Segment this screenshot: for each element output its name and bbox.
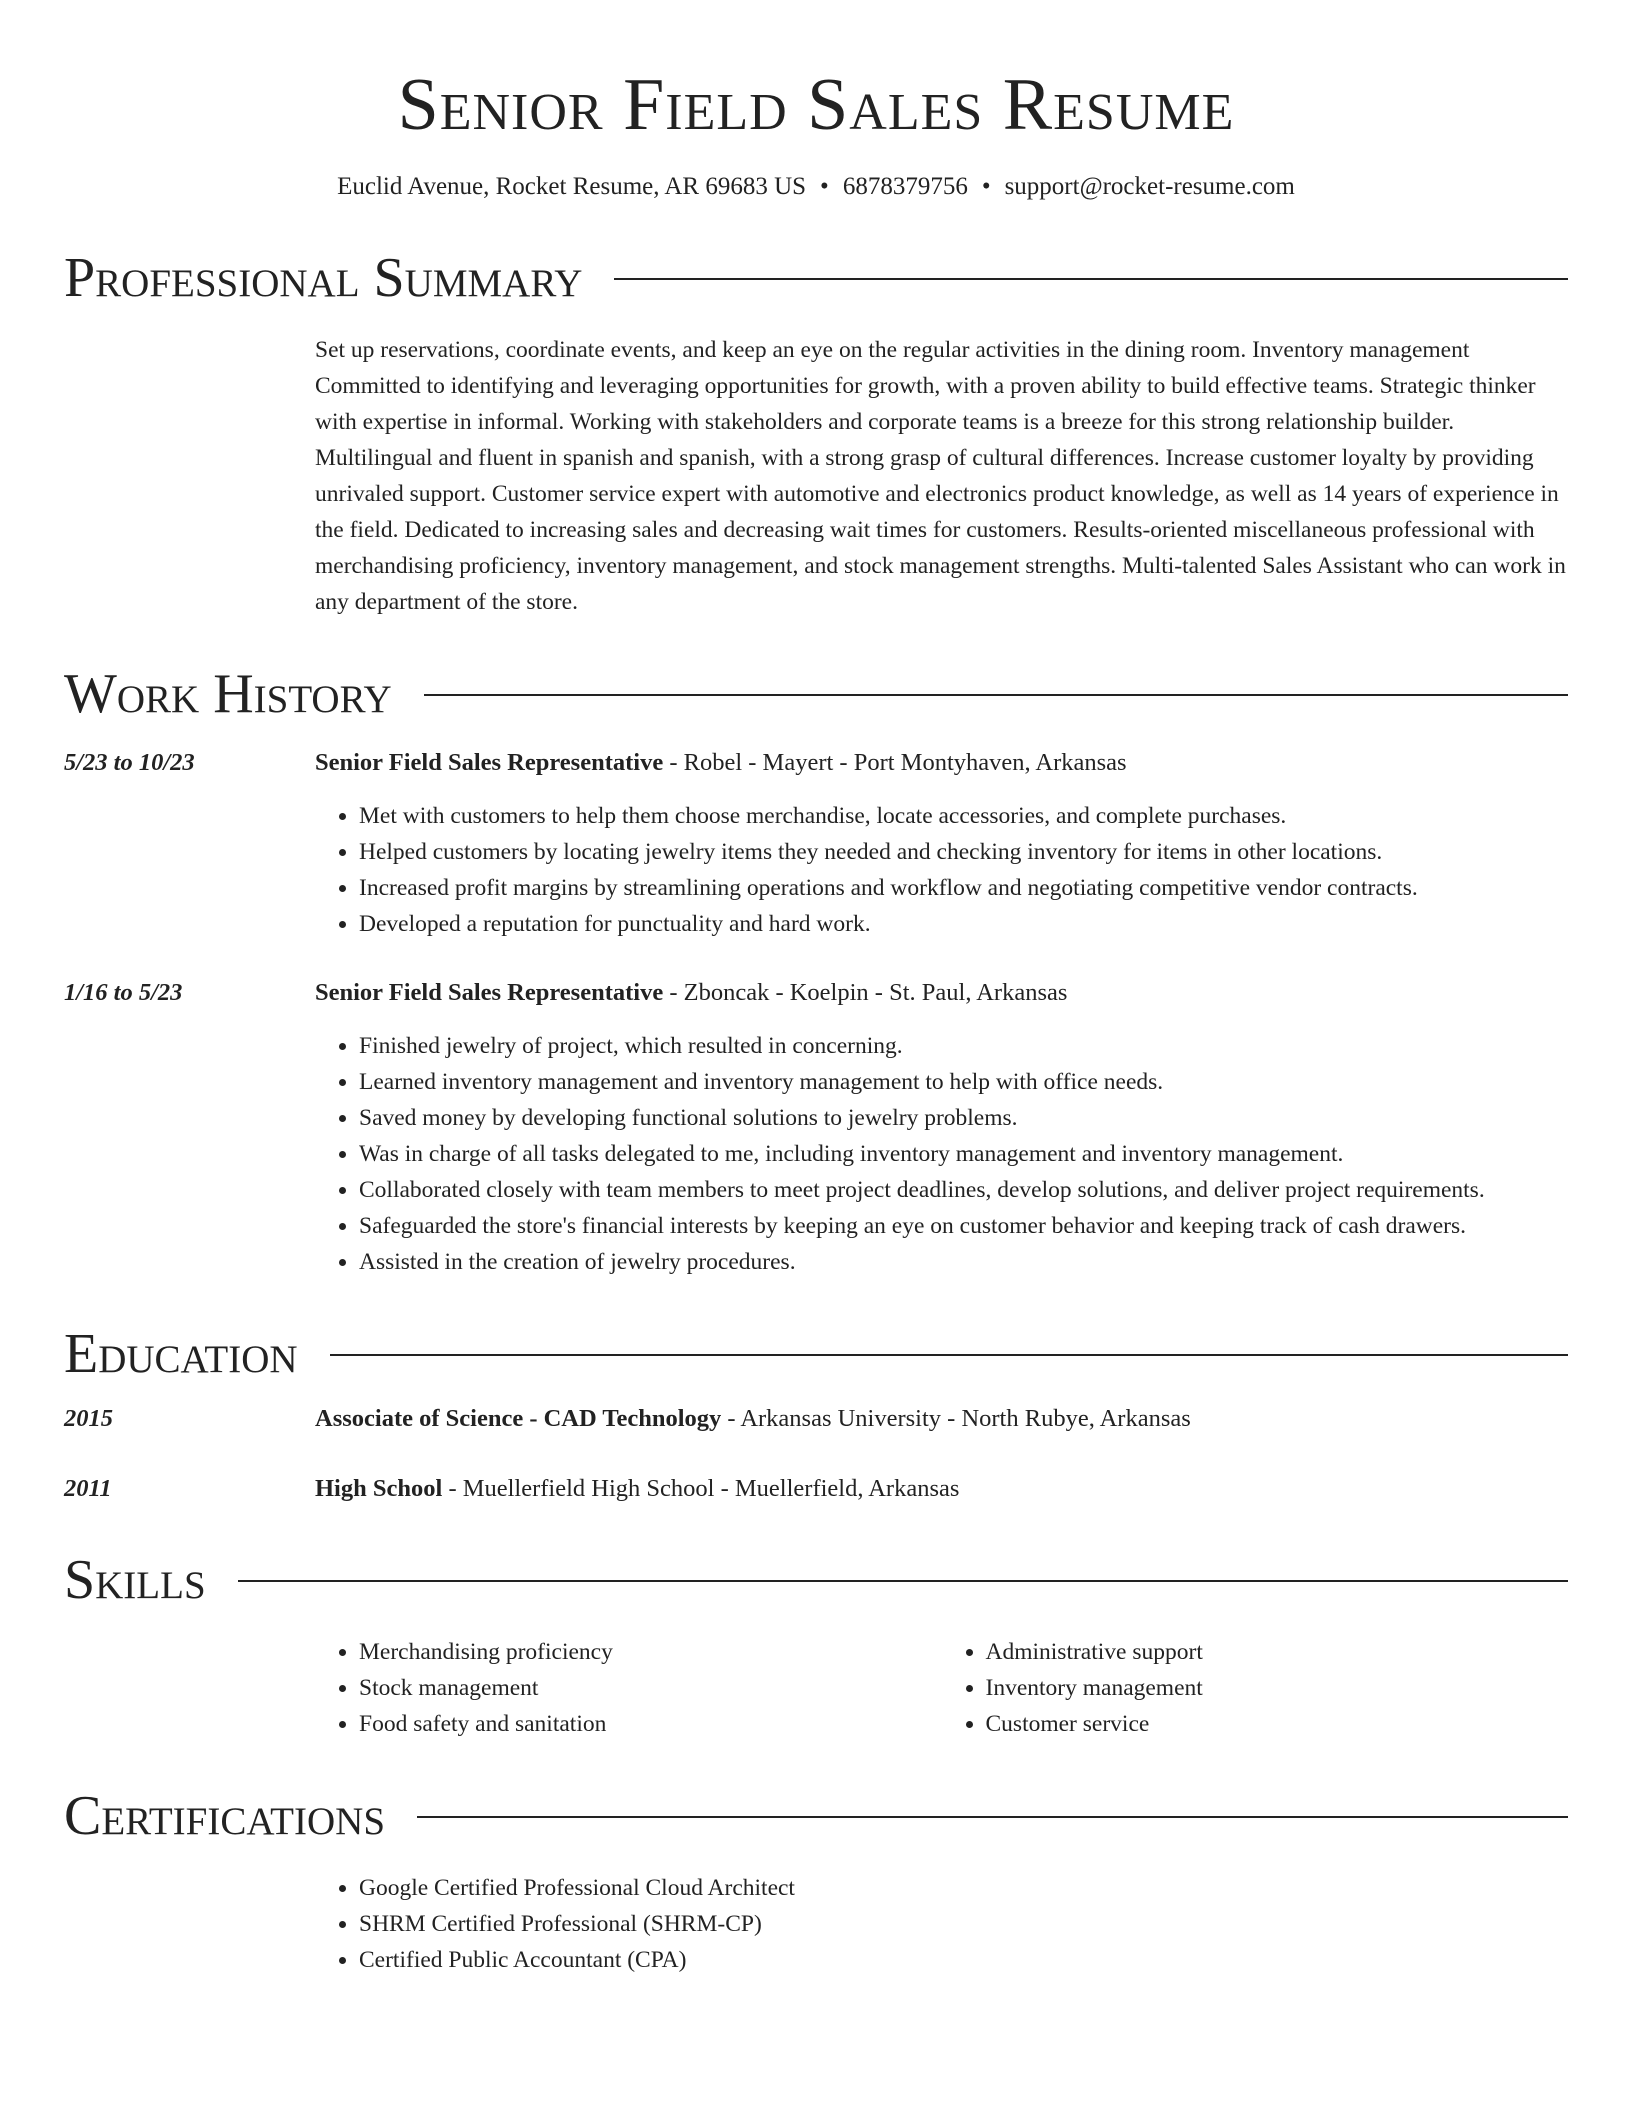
- job-title: Senior Field Sales Representative: [315, 979, 664, 1006]
- job-content: [315, 746, 1568, 942]
- job-details: - Zboncak - Koelpin - St. Paul, Arkansas: [663, 979, 1068, 1006]
- list-item: • Increased profit margins by streamlining operations and workflow and negotiating competitive vendor contracts.: [359, 870, 1568, 906]
- summary-text: Set up reservations, coordinate events, and keep an eye on the regular activities in the dining room. Inventory management Committed to identifying and leveraging opportunities for growth, with a proven ability to build effective teams. Strategic thinker with expertise in informal. Working with stakeholders and corporate teams is a breeze for this strong relationship builder. Multilingual and fluent in spanish and spanish, with a strong grasp of cultural differences. Increase customer loyalty by providing unrivaled support. Customer service expert with automotive and electronics product knowledge, as well as 14 years of experience in the field. Dedicated to increasing sales and decreasing wait times for customers. Results-oriented miscellaneous professional with merchandising proficiency, inventory management, and stock management strengths. Multi-talented Sales Assistant who can work in any department of the store.: [315, 337, 1566, 615]
- education-year: 2011: [64, 1475, 112, 1502]
- job-title-line: [315, 746, 1568, 780]
- skills-right-column: [942, 1634, 1569, 1742]
- list-item: • Customer service: [986, 1706, 1569, 1742]
- list-item: • Helped customers by locating jewelry items they needed and checking inventory for items in other locations.: [359, 834, 1568, 870]
- list-item: • Learned inventory management and inventory management to help with office needs.: [359, 1064, 1568, 1100]
- section-divider: [614, 278, 1568, 280]
- education-heading: Education: [64, 1323, 298, 1385]
- certifications-list: [315, 1870, 1568, 1978]
- job-entry: [64, 746, 1568, 942]
- work-heading: Work History: [64, 663, 392, 725]
- section-divider: [330, 1354, 1568, 1356]
- education-section-header: [64, 1324, 1568, 1384]
- list-item: • Finished jewelry of project, which resulted in concerning.: [359, 1028, 1568, 1064]
- education-details: - Muellerfield High School - Muellerfield, Arkansas: [442, 1475, 960, 1502]
- section-divider: [424, 694, 1568, 696]
- contact-line: [64, 170, 1568, 204]
- education-year: 2015: [64, 1405, 113, 1432]
- list-item: • Google Certified Professional Cloud Architect: [359, 1870, 1568, 1906]
- job-title: Senior Field Sales Representative: [315, 749, 664, 776]
- certifications-section-header: [64, 1786, 1568, 1846]
- job-content: [315, 976, 1568, 1280]
- job-dates: 1/16 to 5/23: [64, 979, 183, 1006]
- job-dates: 5/23 to 10/23: [64, 749, 195, 776]
- education-entry: [64, 1402, 1568, 1436]
- education-degree: Associate of Science - CAD Technology: [315, 1405, 722, 1432]
- contact-separator: •: [981, 173, 991, 200]
- certifications-bullets: [315, 1870, 1568, 1978]
- education-list: [64, 1402, 1568, 1506]
- list-item: • Saved money by developing functional solutions to jewelry problems.: [359, 1100, 1568, 1136]
- job-details: - Robel - Mayert - Port Montyhaven, Arkansas: [663, 749, 1127, 776]
- list-item: • Developed a reputation for punctuality and hard work.: [359, 906, 1568, 942]
- list-item: • Food safety and sanitation: [359, 1706, 942, 1742]
- section-divider: [238, 1580, 1568, 1582]
- list-item: • Merchandising proficiency: [359, 1634, 942, 1670]
- job-entry: [64, 976, 1568, 1280]
- contact-phone: 6878379756: [842, 173, 968, 200]
- list-item: • Assisted in the creation of jewelry procedures.: [359, 1244, 1568, 1280]
- skills-heading: Skills: [64, 1549, 206, 1611]
- list-item: • Collaborated closely with team members to meet project deadlines, develop solutions, and deliver project requirements.: [359, 1172, 1568, 1208]
- education-degree: High School: [315, 1475, 443, 1502]
- summary-heading: Professional Summary: [64, 247, 583, 309]
- list-item: • Met with customers to help them choose merchandise, locate accessories, and complete purchases.: [359, 798, 1568, 834]
- contact-separator: •: [820, 173, 829, 200]
- list-item: • Was in charge of all tasks delegated to me, including inventory management and inventory management.: [359, 1136, 1568, 1172]
- list-item: • Administrative support: [986, 1634, 1569, 1670]
- job-bullets: [315, 1028, 1568, 1280]
- certifications-heading: Certifications: [64, 1785, 386, 1847]
- work-section-header: [64, 664, 1568, 724]
- section-divider: [417, 1816, 1568, 1818]
- summary-section-header: [64, 248, 1568, 308]
- list-item: • Safeguarded the store's financial interests by keeping an eye on customer behavior and keeping track of cash drawers.: [359, 1208, 1568, 1244]
- list-item: • Inventory management: [986, 1670, 1569, 1706]
- resume-title: Senior Field Sales Resume: [397, 64, 1235, 146]
- skills-section-header: [64, 1550, 1568, 1610]
- contact-email: support@rocket-resume.com: [1004, 173, 1295, 200]
- job-title-line: [315, 976, 1568, 1010]
- job-bullets: [315, 798, 1568, 942]
- list-item: • Certified Public Accountant (CPA): [359, 1942, 1568, 1978]
- education-entry: [64, 1472, 1568, 1506]
- education-title-line: [315, 1472, 1568, 1506]
- list-item: • SHRM Certified Professional (SHRM-CP): [359, 1906, 1568, 1942]
- contact-address: Euclid Avenue, Rocket Resume, AR 69683 US: [337, 173, 807, 200]
- skills-left-column: [315, 1634, 942, 1742]
- list-item: • Stock management: [359, 1670, 942, 1706]
- skills-columns: [315, 1634, 1568, 1742]
- education-title-line: [315, 1402, 1568, 1436]
- education-details: - Arkansas University - North Rubye, Arkansas: [721, 1405, 1191, 1432]
